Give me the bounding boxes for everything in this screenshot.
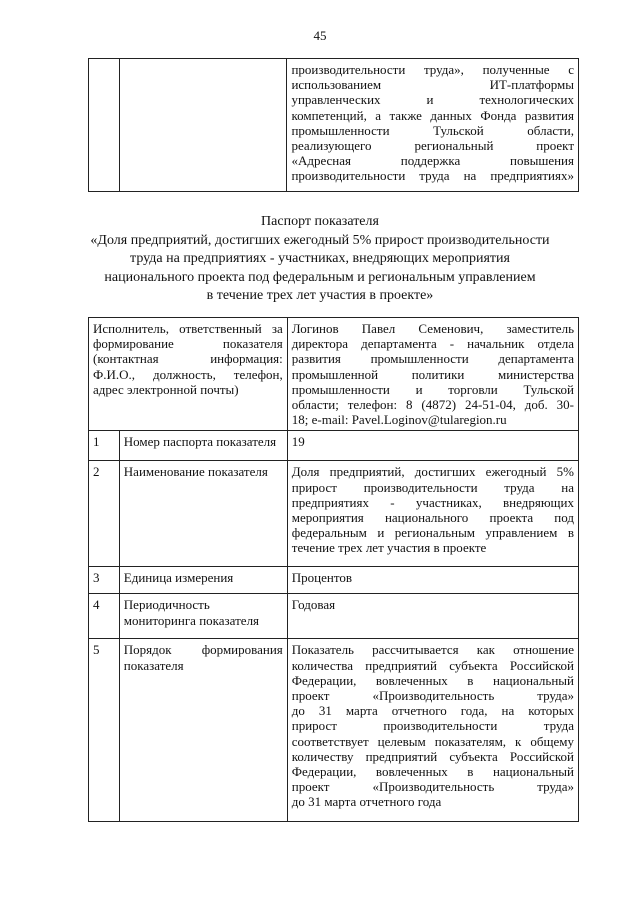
text-line: реализующего региональный проект <box>291 138 574 154</box>
row-number: 4 <box>89 594 120 639</box>
table-row <box>89 639 579 822</box>
text-line: 18; e-mail: Pavel.Loginov@tularegion.ru <box>291 412 507 428</box>
text-line: до 31 марта отчетного года, на которых <box>291 703 574 719</box>
heading-line: Паспорт показателя <box>261 214 379 229</box>
text-line: 19 <box>291 434 305 450</box>
table-row <box>89 431 579 461</box>
text-line: управленческих и технологических <box>291 92 574 108</box>
text-line: предприятиях - участниках, внедряющих <box>291 494 574 510</box>
text-line: развития промышленности департамента <box>291 351 574 367</box>
row-number: 5 <box>89 639 120 822</box>
heading-line: национального проекта под федеральным и региональным управлением <box>104 269 536 285</box>
text-line: Ф.И.О., должность, телефон, <box>93 366 283 382</box>
executor-label-cell <box>89 318 288 431</box>
row-label <box>119 594 287 639</box>
text-line: Наименование показателя <box>123 464 268 480</box>
text-line: соответствует целевым показателям, к общему <box>291 733 574 749</box>
text-line: Логинов Павел Семенович, заместитель <box>291 321 574 336</box>
text-line: проект «Производительность труда» <box>291 779 574 795</box>
row-label <box>119 567 287 594</box>
heading-line: труда на предприятиях - участниках, внедряющих мероприятия <box>130 251 510 266</box>
table-row <box>89 594 579 639</box>
continuation-num-cell <box>89 59 120 192</box>
text-line: Показатель рассчитывается как отношение <box>291 642 574 658</box>
passport-heading <box>60 213 580 306</box>
text-line: области; телефон: 8 (4872) 24-51-04, доб. 30- <box>291 397 574 413</box>
text-line: производительности труда», полученные с <box>291 62 574 77</box>
text-line: количества предприятий субъекта Российской <box>291 657 574 673</box>
row-value <box>287 461 578 567</box>
continuation-value-cell <box>287 59 579 192</box>
text-line: показателя <box>123 657 184 673</box>
text-line: промышленности Тульской области, <box>291 122 574 138</box>
row-label <box>119 431 287 461</box>
text-line: директора департамента - начальник отдела <box>291 336 574 352</box>
text-line: прирост производительности труда <box>291 718 574 734</box>
text-line: «Адресная поддержка повышения <box>291 153 574 169</box>
text-line: федеральным и региональным управлением в <box>291 525 574 541</box>
text-line: промышленной политики министерства <box>291 366 574 382</box>
row-label <box>119 461 287 567</box>
text-line: Периодичность <box>123 597 210 613</box>
text-line: Процентов <box>291 570 352 586</box>
text-line: производительности труда на предприятиях» <box>291 168 574 184</box>
passport-table <box>88 317 579 822</box>
text-line: мониторинга показателя <box>123 612 260 628</box>
text-line: до 31 марта отчетного года <box>291 794 442 810</box>
page-number: 45 <box>313 28 327 43</box>
row-value <box>287 639 578 822</box>
row-value <box>287 594 578 639</box>
text-line: Исполнитель, ответственный за <box>93 321 283 336</box>
text-line: Федерации, вовлеченных в национальный <box>291 672 574 688</box>
text-line: проект «Производительность труда» <box>291 688 574 704</box>
text-line: (контактная информация: <box>93 351 283 367</box>
text-line: Единица измерения <box>123 570 234 586</box>
text-line: Порядок формирования <box>123 642 283 658</box>
table-row <box>89 567 579 594</box>
text-line: формирование показателя <box>93 336 283 352</box>
continuation-row <box>89 59 579 192</box>
executor-row <box>89 318 579 431</box>
row-number: 2 <box>89 461 120 567</box>
text-line: Федерации, вовлеченных в национальный <box>291 764 574 780</box>
row-value <box>287 431 578 461</box>
continuation-table <box>88 58 579 192</box>
row-label <box>119 639 287 822</box>
text-line: Номер паспорта показателя <box>123 434 277 450</box>
text-line: адрес электронной почты) <box>93 381 239 397</box>
text-line: прирост производительности труда на <box>291 479 574 495</box>
text-line: Годовая <box>291 597 336 613</box>
heading-line: в течение трех лет участия в проекте» <box>206 288 434 303</box>
row-value <box>287 567 578 594</box>
heading-line: «Доля предприятий, достигших ежегодный 5% прирост производительности <box>90 232 550 248</box>
row-number: 3 <box>89 567 120 594</box>
text-line: течение трех лет участия в проекте <box>291 540 487 556</box>
row-number: 1 <box>89 431 120 461</box>
table-row <box>89 461 579 567</box>
text-line: Доля предприятий, достигших ежегодный 5% <box>291 464 574 480</box>
continuation-label-cell <box>119 59 287 192</box>
executor-value-cell <box>287 318 578 431</box>
text-line: компетенций, а также данных Фонда развития <box>291 107 574 123</box>
text-line: количеству предприятий субъекта Российской <box>291 748 574 764</box>
text-line: мероприятия национального проекта под <box>291 510 574 526</box>
text-line: использованием ИТ-платформы <box>291 77 574 93</box>
text-line: промышленности и торговли Тульской <box>291 381 574 397</box>
